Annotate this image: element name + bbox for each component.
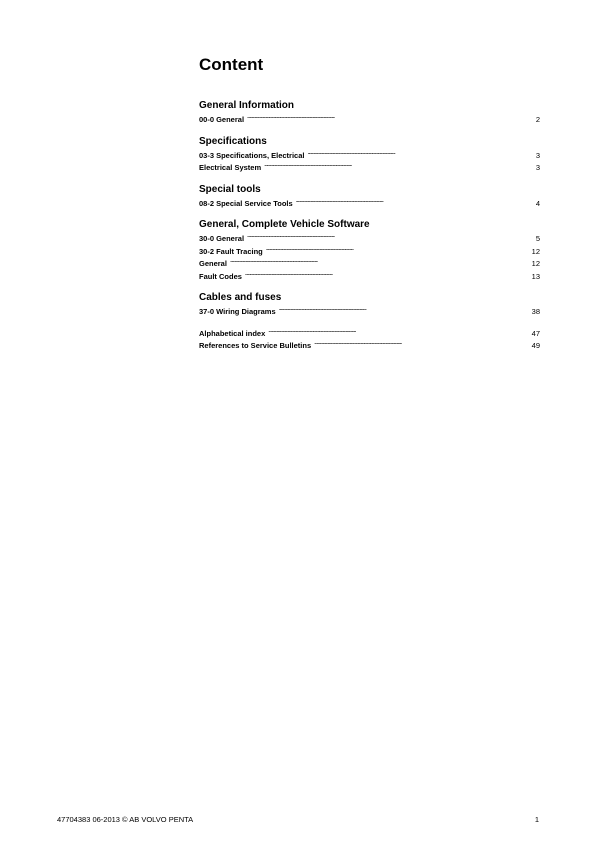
toc-entry[interactable] xyxy=(199,114,540,127)
toc-entry-page: 3 xyxy=(535,163,540,172)
toc-entry[interactable] xyxy=(199,340,540,353)
dot-leader xyxy=(314,340,529,348)
page-title: Content xyxy=(199,55,264,74)
toc-entry-label: 00-0 General xyxy=(199,115,245,124)
toc-entry-label: 08-2 Special Service Tools xyxy=(199,198,293,208)
toc-entry-page: 47 xyxy=(531,328,540,338)
section-heading: Specifications xyxy=(199,135,267,147)
dot-leader xyxy=(230,258,529,266)
toc-entry-label: 37-0 Wiring Diagrams xyxy=(199,307,276,316)
toc-entry-label: 30-0 General xyxy=(199,234,245,243)
toc-entry-label: References to Service Bulletins xyxy=(199,341,312,350)
toc-entry-page: 38 xyxy=(531,307,540,316)
dot-leader xyxy=(279,306,529,314)
toc-entry-label: Alphabetical index xyxy=(199,328,266,338)
table-of-contents xyxy=(199,100,540,362)
toc-entry[interactable] xyxy=(199,150,540,163)
toc-group-cables-and-fuses xyxy=(199,292,540,319)
section-heading: Cables and fuses xyxy=(199,292,282,303)
dot-leader xyxy=(247,233,529,241)
dot-leader xyxy=(245,271,529,279)
toc-entry[interactable] xyxy=(199,198,540,211)
toc-entry[interactable] xyxy=(199,271,540,284)
toc-entry-page: 5 xyxy=(535,234,540,243)
section-heading: General, Complete Vehicle Software xyxy=(199,219,370,230)
toc-entry-page: 2 xyxy=(535,115,540,124)
dot-leader xyxy=(296,198,529,206)
dot-leader xyxy=(268,328,528,336)
toc-group-indexes xyxy=(199,328,540,353)
dot-leader xyxy=(247,114,529,122)
toc-entry-label: 03-3 Specifications, Electrical xyxy=(199,150,305,160)
toc-entry-label: Fault Codes xyxy=(199,271,242,281)
toc-group-special-tools xyxy=(199,184,540,211)
toc-entry-page: 12 xyxy=(531,259,540,268)
toc-entry[interactable] xyxy=(199,162,540,175)
toc-entry-page: 13 xyxy=(531,271,540,281)
toc-entry[interactable] xyxy=(199,258,540,271)
dot-leader xyxy=(264,162,529,170)
toc-entry[interactable] xyxy=(199,246,540,259)
footer-document-info: 47704383 06-2013 © AB VOLVO PENTA xyxy=(57,815,194,824)
footer-page-number: 1 xyxy=(534,815,539,824)
toc-entry[interactable] xyxy=(199,233,540,246)
dot-leader xyxy=(266,246,529,254)
section-heading: General Information xyxy=(199,100,295,111)
toc-entry-page: 12 xyxy=(531,246,540,256)
toc-entry-page: 3 xyxy=(535,150,540,160)
toc-group-vehicle-software xyxy=(199,219,540,283)
toc-entry-label: Electrical System xyxy=(199,163,262,172)
toc-entry[interactable] xyxy=(199,306,540,319)
toc-entry-label: General xyxy=(199,259,227,268)
section-heading: Special tools xyxy=(199,183,261,195)
toc-entry[interactable] xyxy=(199,328,540,341)
toc-group-general-information xyxy=(199,100,540,127)
toc-entry-label: 30-2 Fault Tracing xyxy=(199,246,263,256)
toc-entry-page: 49 xyxy=(531,341,540,350)
toc-group-specifications xyxy=(199,136,540,175)
dot-leader xyxy=(307,150,529,158)
toc-entry-page: 4 xyxy=(535,198,540,208)
